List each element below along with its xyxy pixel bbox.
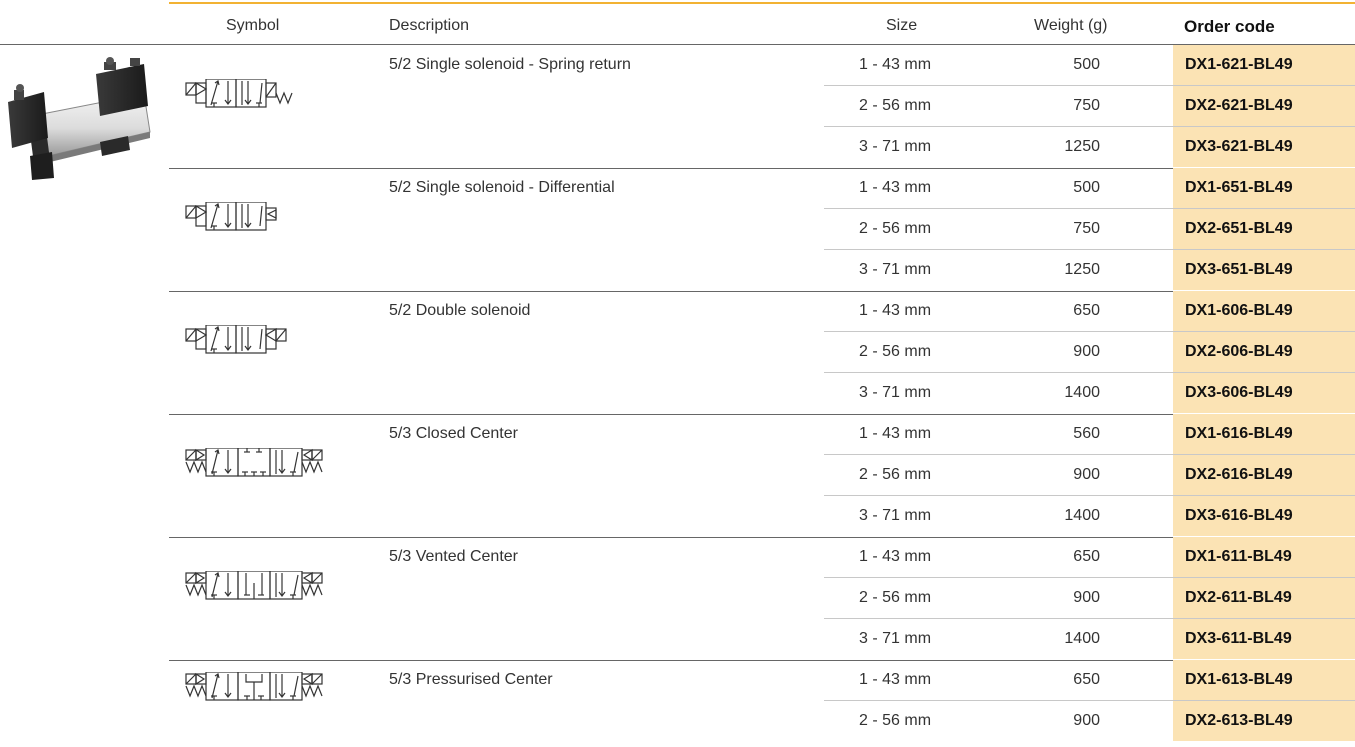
order-code-cell[interactable]: DX3-651-BL49 — [1173, 250, 1355, 290]
table-row — [0, 45, 1355, 85]
size-cell: 3 - 71 mm — [859, 507, 932, 524]
table-header — [0, 4, 1355, 44]
size-cell: 1 - 43 mm — [859, 671, 932, 688]
table-row — [0, 496, 1355, 536]
valve-group — [0, 537, 1355, 657]
header-symbol: Symbol — [226, 17, 280, 34]
valve-group — [0, 414, 1355, 534]
order-code-cell[interactable]: DX2-613-BL49 — [1173, 701, 1355, 741]
size-cell: 3 - 71 mm — [859, 261, 932, 278]
order-code-cell[interactable]: DX3-606-BL49 — [1173, 373, 1355, 413]
valve-description: 5/3 Closed Center — [389, 425, 518, 442]
size-cell: 1 - 43 mm — [859, 425, 932, 442]
table-row — [0, 332, 1355, 372]
weight-cell: 1400 — [1064, 630, 1100, 647]
valve-description: 5/2 Single solenoid - Spring return — [389, 56, 631, 73]
header-description: Description — [389, 17, 470, 34]
weight-cell: 900 — [1073, 466, 1100, 483]
table-row — [0, 455, 1355, 495]
weight-cell: 1250 — [1064, 138, 1100, 155]
weight-cell: 650 — [1073, 671, 1100, 688]
table-row — [0, 250, 1355, 290]
table-row — [0, 291, 1355, 331]
weight-cell: 560 — [1073, 425, 1100, 442]
size-cell: 2 - 56 mm — [859, 589, 932, 606]
table-row — [0, 168, 1355, 208]
header-size: Size — [886, 17, 918, 34]
weight-cell: 1400 — [1064, 507, 1100, 524]
order-code-cell[interactable]: DX3-621-BL49 — [1173, 127, 1355, 167]
weight-cell: 1400 — [1064, 384, 1100, 401]
size-cell: 2 - 56 mm — [859, 97, 932, 114]
table-row — [0, 537, 1355, 577]
weight-cell: 900 — [1073, 712, 1100, 729]
size-cell: 1 - 43 mm — [859, 179, 932, 196]
order-code-cell[interactable]: DX2-651-BL49 — [1173, 209, 1355, 249]
table-row — [0, 373, 1355, 413]
size-cell: 3 - 71 mm — [859, 384, 932, 401]
size-cell: 2 - 56 mm — [859, 712, 932, 729]
order-code-cell[interactable]: DX2-621-BL49 — [1173, 86, 1355, 126]
weight-cell: 900 — [1073, 343, 1100, 360]
valve-description: 5/3 Pressurised Center — [389, 671, 553, 688]
table-row — [0, 209, 1355, 249]
valve-description: 5/2 Double solenoid — [389, 302, 531, 319]
weight-cell: 650 — [1073, 302, 1100, 319]
size-cell: 2 - 56 mm — [859, 220, 932, 237]
table-row — [0, 414, 1355, 454]
weight-cell: 750 — [1073, 97, 1100, 114]
weight-cell: 750 — [1073, 220, 1100, 237]
valve-group — [0, 660, 1355, 747]
valve-description: 5/3 Vented Center — [389, 548, 518, 565]
order-code-cell[interactable]: DX1-611-BL49 — [1173, 537, 1355, 577]
order-code-cell[interactable]: DX2-611-BL49 — [1173, 578, 1355, 618]
order-code-cell[interactable]: DX3-611-BL49 — [1173, 619, 1355, 659]
weight-cell: 1250 — [1064, 261, 1100, 278]
weight-cell: 500 — [1073, 179, 1100, 196]
order-code-cell[interactable]: DX1-616-BL49 — [1173, 414, 1355, 454]
order-code-cell[interactable]: DX1-621-BL49 — [1173, 45, 1355, 85]
order-code-cell[interactable]: DX1-606-BL49 — [1173, 291, 1355, 331]
table-row — [0, 701, 1355, 741]
size-cell: 2 - 56 mm — [859, 343, 932, 360]
table-row — [0, 578, 1355, 618]
table-row — [0, 619, 1355, 659]
weight-cell: 650 — [1073, 548, 1100, 565]
table-row — [0, 660, 1355, 700]
size-cell: 3 - 71 mm — [859, 138, 932, 155]
order-code-cell[interactable]: DX2-616-BL49 — [1173, 455, 1355, 495]
table-row — [0, 86, 1355, 126]
size-cell: 1 - 43 mm — [859, 302, 932, 319]
header-order-code: Order code — [1184, 17, 1275, 36]
valve-group — [0, 168, 1355, 288]
order-code-cell[interactable]: DX1-651-BL49 — [1173, 168, 1355, 208]
order-code-cell[interactable]: DX2-606-BL49 — [1173, 332, 1355, 372]
order-code-cell[interactable]: DX3-616-BL49 — [1173, 496, 1355, 536]
size-cell: 1 - 43 mm — [859, 56, 932, 73]
weight-cell: 500 — [1073, 56, 1100, 73]
valve-group — [0, 291, 1355, 411]
header-weight: Weight (g) — [1034, 17, 1108, 34]
valve-description: 5/2 Single solenoid - Differential — [389, 179, 615, 196]
size-cell: 1 - 43 mm — [859, 548, 932, 565]
size-cell: 2 - 56 mm — [859, 466, 932, 483]
table-row — [0, 127, 1355, 167]
valve-group — [0, 45, 1355, 165]
size-cell: 3 - 71 mm — [859, 630, 932, 647]
weight-cell: 900 — [1073, 589, 1100, 606]
order-code-cell[interactable]: DX1-613-BL49 — [1173, 660, 1355, 700]
